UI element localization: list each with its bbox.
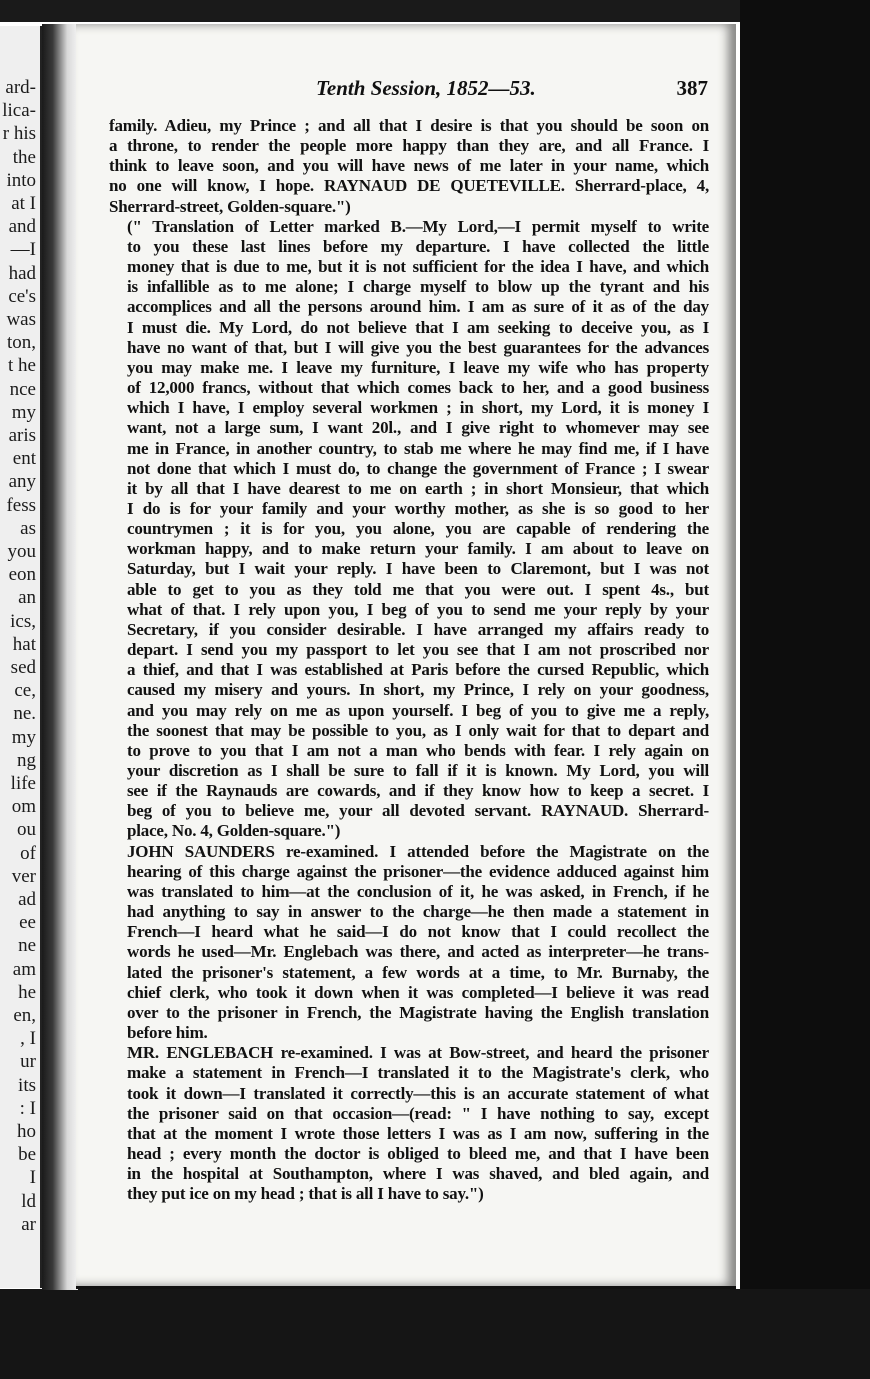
text-line: place, No. 4, Golden-square."): [127, 821, 341, 841]
facing-page-text-fragment: , I: [20, 1028, 36, 1050]
facing-page-text-fragment: an: [18, 587, 36, 609]
facing-page-text-fragment: had: [8, 262, 36, 284]
text-line: you may make me. I leave my furniture, I leave my wife who has property: [127, 357, 709, 377]
facing-page-text-fragment: and: [8, 216, 36, 238]
text-line: it by all that I have dearest to me on earth ; in short Monsieur, that which: [127, 478, 709, 498]
scan-right-edge: [740, 0, 870, 1379]
facing-page-text-fragment: into: [6, 169, 36, 191]
facing-page-text-fragment: r his: [2, 123, 36, 145]
text-line: able to get to you as they told me that you were out. I spent 4s., but: [127, 579, 709, 599]
facing-page-text-fragment: ar: [21, 1213, 36, 1235]
text-line: MR. ENGLEBACH re-examined. I was at Bow-street, and heard the prisoner: [127, 1043, 709, 1063]
facing-page-text-fragment: ne: [18, 935, 36, 957]
text-line: Sherrard-street, Golden-square."): [109, 196, 351, 216]
text-line: think to leave soon, and you will have news of me later in your name, which: [109, 156, 709, 176]
facing-page-text-fragment: ee: [19, 912, 36, 934]
facing-page-text-fragment: ur: [20, 1051, 36, 1073]
paragraph-englebach-testimony: [109, 1043, 709, 1204]
facing-page-text-fragment: ou: [17, 819, 36, 841]
facing-page-text-fragment: ard-: [5, 77, 36, 98]
facing-page-text-fragment: : I: [19, 1097, 36, 1119]
facing-page-text-fragment: the: [12, 146, 36, 168]
text-line: Saturday, but I wait your reply. I have been to Claremont, but I was not: [127, 559, 709, 579]
facing-page-text-fragment: was: [6, 309, 36, 330]
facing-page-text-fragment: its: [18, 1074, 36, 1096]
running-title: Tenth Session, 1852—53.: [316, 76, 536, 100]
text-line: me in France, in another country, to stab me where he may find me, if I have: [127, 438, 709, 458]
text-line: to prove to you that I am not a man who bends with fear. I rely again on: [127, 740, 709, 760]
text-line: depart. I send you my passport to let you see that I am not proscribed nor: [127, 640, 709, 660]
facing-page-text-fragment: my: [11, 401, 36, 423]
text-line: of 12,000 francs, without that which comes back to her, and a good business: [127, 378, 709, 398]
text-line: which I have, I employ several workmen ; in short, my Lord, it is money I: [127, 398, 709, 418]
text-line: the soonest that may be possible to you, as I only wait for that to depart and: [127, 720, 709, 740]
paragraph-letter-b: [109, 217, 709, 842]
scan-bottom-edge: [0, 1289, 870, 1379]
text-line: what of that. I rely upon you, I beg of you to send me your reply by your: [127, 599, 709, 619]
facing-page-text-fragment: ld: [21, 1190, 36, 1212]
facing-page-text-fragment: he: [18, 981, 36, 1003]
text-line: have no want of that, but I will give you the best guarantees for the advances: [127, 337, 709, 357]
text-line: beg of you to believe me, your all devoted servant. RAYNAUD. Sherrard-: [127, 801, 709, 821]
text-line: had anything to say in answer to the charge—he then made a statement in: [127, 902, 709, 922]
facing-page-text-fragment: as: [20, 517, 36, 539]
page-body: [109, 116, 709, 1204]
text-line: caused my misery and yours. In short, my Prince, I rely on your goodness,: [127, 680, 709, 700]
text-line: and you may rely on me as upon yourself. I beg of you to give me a reply,: [127, 700, 709, 720]
facing-page-text-fragment: ng: [17, 749, 36, 771]
facing-page-text-fragment: any: [8, 471, 36, 493]
text-line: a throne, to render the people more happy than they are, and all France. I: [109, 136, 709, 156]
text-line: the prisoner said on that occasion—(read: " I have nothing to say, except: [127, 1103, 709, 1123]
facing-page-text-fragment: en,: [13, 1005, 36, 1026]
text-line: Secretary, if you consider desirable. I have arranged my affairs ready to: [127, 619, 709, 639]
text-line: they put ice on my head ; that is all I have to say."): [127, 1184, 484, 1204]
text-line: not done that which I must do, to change the government of France ; I swear: [127, 458, 709, 478]
text-line: lated the prisoner's statement, a few words at a time, to Mr. Burnaby, the: [127, 962, 709, 982]
facing-page-text-fragment: of: [20, 842, 36, 864]
facing-page-text-fragment: sed: [10, 657, 36, 678]
text-line: no one will know, I hope. RAYNAUD DE QUETEVILLE. Sherrard-place, 4,: [109, 176, 709, 196]
facing-page-text-fragment: hat: [12, 633, 36, 655]
facing-page-text-fragment: be: [18, 1144, 36, 1166]
paragraph-saunders-testimony: [109, 842, 709, 1044]
text-line: French—I heard what he said—I do not know that I could recollect the: [127, 922, 709, 942]
text-line: I do is for your family and your worthy mother, as she is so good to her: [127, 498, 709, 518]
facing-page-text-fragment: ce,: [14, 680, 36, 702]
facing-page-text-fragment: lica-: [2, 100, 36, 122]
text-line: is infallible as to me alone; I charge myself to blow up the tyrant and his: [127, 277, 709, 297]
facing-page-text-fragment: t he: [8, 355, 36, 377]
facing-page-text-fragment: you: [7, 541, 36, 562]
text-line: took it down—I translated it correctly—this is an accurate statement of what: [127, 1083, 709, 1103]
text-line: before him.: [127, 1023, 208, 1043]
text-line: hearing of this charge against the prisoner—the evidence adduced against him: [127, 861, 709, 881]
facing-page-text-fragment: —I: [10, 239, 36, 261]
running-header: [316, 76, 708, 106]
facing-page-text-fragment: life: [10, 773, 36, 794]
text-line: to you these last lines before my departure. I have collected the little: [127, 236, 709, 256]
facing-page-text-fragment: ent: [12, 448, 36, 470]
text-line: money that is due to me, but it is not sufficient for the idea I have, and which: [127, 257, 709, 277]
facing-page-text-fragment: nce: [9, 378, 36, 400]
text-line: over to the prisoner in French, the Magistrate having the English translation: [127, 1002, 709, 1022]
text-line: I must die. My Lord, do not believe that I am seeking to deceive you, as I: [127, 317, 709, 337]
text-line: JOHN SAUNDERS re-examined. I attended before the Magistrate on the: [127, 841, 709, 861]
book-spine-shadow: [42, 24, 78, 1290]
facing-page-text-fragment: aris: [8, 425, 36, 446]
text-line: your discretion as I shall be sure to fall if it is known. My Lord, you will: [127, 761, 709, 780]
text-line: a thief, and that I was established at Paris before the cursed Republic, which: [127, 660, 709, 680]
facing-page-text-fragment: ho: [17, 1121, 36, 1142]
text-line: want, not a large sum, I want 20l., and I give right to whomever may see: [127, 418, 709, 438]
facing-page-text-fragment: fess: [6, 494, 36, 516]
text-line: chief clerk, who took it down when it was completed—I believe it was read: [127, 982, 709, 1002]
facing-page-text-fragment: ad: [18, 889, 36, 910]
text-line: head ; every month the doctor is obliged to bleed me, and that I have been: [127, 1143, 709, 1163]
paragraph-letter-close: [109, 116, 709, 217]
text-line: was translated to him—at the conclusion of it, he was asked, in French, if he: [127, 881, 709, 901]
book-page: [76, 24, 736, 1289]
facing-page-text-fragment: I: [29, 1167, 36, 1189]
facing-page-text-fragment: ics,: [10, 610, 36, 632]
text-line: family. Adieu, my Prince ; and all that I desire is that you should be soon on: [109, 116, 709, 135]
facing-page-text-fragment: at I: [11, 193, 36, 214]
text-line: (" Translation of Letter marked B.—My Lord,—I permit myself to write: [127, 216, 709, 236]
text-line: workman happy, and to make return your family. I am about to leave on: [127, 539, 709, 559]
text-line: words he used—Mr. Englebach was there, and acted as interpreter—he trans-: [127, 942, 709, 962]
text-line: that at the moment I wrote those letters I was as I am now, suffering in the: [127, 1123, 709, 1143]
facing-page-text-fragment: ton,: [6, 332, 36, 354]
text-line: countrymen ; it is for you, you alone, you are capable of rendering the: [127, 519, 709, 539]
facing-page-text-fragment: my: [11, 726, 36, 748]
facing-page-text-fragment: eon: [8, 564, 36, 586]
facing-page-text-fragment: ne.: [13, 703, 36, 725]
facing-page-text-fragment: am: [12, 958, 36, 980]
facing-page-fragment: [0, 26, 42, 1288]
facing-page-text-fragment: ver: [11, 865, 36, 887]
text-line: in the hospital at Southampton, where I was shaved, and bled again, and: [127, 1164, 709, 1184]
facing-page-text-fragment: ce's: [8, 285, 36, 307]
text-line: see if the Raynauds are cowards, and if they know how to keep a secret. I: [127, 781, 709, 801]
page-number: 387: [676, 76, 708, 100]
text-line: make a statement in French—I translated it to the Magistrate's clerk, who: [127, 1063, 709, 1083]
text-line: accomplices and all the persons around him. I am as sure of it as of the day: [127, 297, 709, 317]
facing-page-text-fragment: om: [11, 796, 36, 818]
